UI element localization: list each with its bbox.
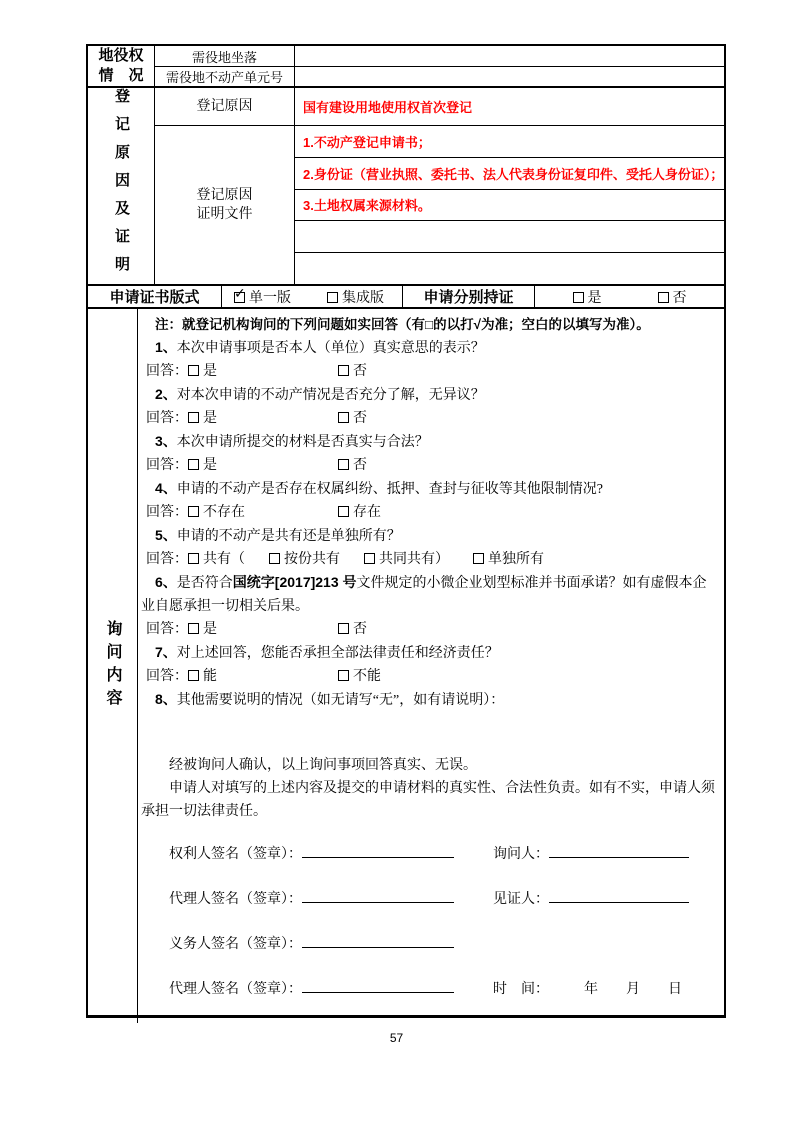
checkbox-icon[interactable] (473, 553, 484, 564)
registration-reason-value[interactable]: 国有建设用地使用权首次登记 (303, 100, 473, 115)
signature-row (141, 843, 716, 863)
answer-option[interactable]: 否 (338, 360, 488, 383)
answer-option[interactable]: 单独所有 (473, 548, 544, 571)
right-holder-signature-line[interactable] (302, 843, 454, 858)
question-3: 3、本次申请所提交的材料是否真实与合法？ (155, 433, 429, 450)
proof-document-item[interactable] (295, 253, 724, 284)
inquirer-label: 询问人： (493, 847, 549, 862)
witness-label: 见证人： (493, 892, 549, 907)
table-row (155, 46, 724, 67)
checkbox-icon[interactable] (188, 670, 199, 681)
option-no[interactable]: 否 (658, 287, 687, 307)
servient-land-unit-number-label: 需役地不动产单元号 (155, 67, 295, 86)
separate-certificate-options (535, 286, 724, 307)
checkbox-icon[interactable] (188, 459, 199, 470)
right-holder-signature-label: 权利人签名（签章）： (169, 847, 302, 862)
registration-section-label-text: 登记原因及证明 (113, 88, 130, 284)
confirmation-statement: 经被询问人确认，以上询问事项回答真实、无误。 (169, 758, 477, 773)
registration-form-table (86, 44, 726, 1018)
answer-3: 回答： 是 否 (141, 454, 716, 477)
checkbox-icon[interactable] (188, 623, 199, 634)
answer-4: 回答： 不存在 存在 (141, 501, 716, 524)
proof-document-item[interactable]: 2.身份证（营业执照、委托书、法人代表身份证复印件、受托人身份证）； (295, 158, 724, 190)
answer-option[interactable]: 存在 (338, 501, 488, 524)
inquiry-section-label: 询问内容 (88, 309, 138, 1023)
proof-document-item[interactable]: 3.土地权属来源材料。 (295, 190, 724, 222)
checkbox-icon[interactable] (188, 506, 199, 517)
answer-option[interactable]: 共有（ (188, 548, 245, 571)
easement-section (88, 46, 724, 88)
certificate-format-options (222, 286, 403, 307)
option-integrated-version[interactable]: 集成版 (327, 287, 384, 307)
question-8: 8、其他需要说明的情况（如无请写“无”，如有请说明）： (155, 691, 505, 708)
certificate-format-row (88, 286, 724, 309)
question-4: 4、申请的不动产是否存在权属纠纷、抵押、查封与征收等其他限制情况? (155, 480, 604, 497)
answer-option[interactable]: 否 (338, 454, 488, 477)
option-single-version[interactable]: ✓ 单一版 (234, 287, 291, 307)
inquirer-signature-line[interactable] (549, 843, 689, 858)
registration-section-label (88, 88, 155, 284)
checkbox-icon[interactable] (338, 670, 349, 681)
inquiry-content (138, 309, 724, 1023)
question-7: 7、对上述回答，您能否承担全部法律责任和经济责任？ (155, 644, 499, 661)
checkbox-icon[interactable] (338, 506, 349, 517)
proof-documents-row (155, 126, 724, 284)
checkbox-icon[interactable] (269, 553, 280, 564)
question-2: 2、对本次申请的不动产情况是否充分了解，无异议？ (155, 386, 485, 403)
checkbox-icon[interactable] (364, 553, 375, 564)
agent-signature-line-2[interactable] (302, 978, 454, 993)
answer-option[interactable]: 是 (188, 618, 338, 641)
answer-option[interactable]: 否 (338, 618, 488, 641)
checkbox-icon[interactable] (338, 459, 349, 470)
answer-option[interactable]: 否 (338, 407, 488, 430)
answer-6: 回答： 是 否 (141, 618, 716, 641)
question-5: 5、申请的不动产是共有还是单独所有？ (155, 527, 401, 544)
checkbox-icon[interactable] (188, 553, 199, 564)
obligor-signature-line[interactable] (302, 933, 454, 948)
easement-section-label (88, 46, 155, 86)
answer-2: 回答： 是 否 (141, 407, 716, 430)
answer-option[interactable]: 能 (188, 665, 338, 688)
page-number: 57 (389, 1031, 404, 1045)
answer-option[interactable]: 按份共有 (269, 548, 340, 571)
inquiry-section (88, 309, 724, 1023)
inquiry-note: 注：就登记机构询问的下列问题如实回答（有□的以打√为准；空白的以填写为准）。 (155, 317, 650, 332)
date-label: 时 间： 年 月 日 (493, 982, 682, 997)
checkbox-icon[interactable] (338, 623, 349, 634)
obligor-signature-label: 义务人签名（签章）： (169, 937, 302, 952)
table-row (155, 67, 724, 86)
servient-land-location-value[interactable] (295, 46, 724, 66)
checkbox-icon[interactable] (338, 412, 349, 423)
agent-signature-label-2: 代理人签名（签章）： (169, 982, 302, 997)
signature-row (141, 933, 716, 953)
checkbox-icon[interactable] (327, 292, 338, 303)
certificate-format-label: 申请证书版式 (88, 286, 222, 307)
checkbox-icon[interactable] (658, 292, 669, 303)
easement-label-line2: 情 况 (98, 67, 144, 84)
answer-option[interactable]: 不存在 (188, 501, 338, 524)
blank-space (141, 712, 716, 754)
separate-certificate-label: 申请分别持证 (403, 286, 535, 307)
blank-space (141, 823, 716, 843)
proof-documents-label: 登记原因 证明文件 (155, 126, 295, 284)
proof-document-item[interactable]: 1.不动产登记申请书； (295, 126, 724, 158)
question-1: 1、本次申请事项是否本人（单位）真实意思的表示？ (155, 339, 485, 356)
option-yes[interactable]: 是 (573, 287, 602, 307)
answer-5: 回答： 共有（ 按份共有 共同共有） 单独所有 (141, 548, 716, 571)
answer-7: 回答： 能 不能 (141, 665, 716, 688)
answer-option[interactable]: 是 (188, 454, 338, 477)
signature-row (141, 978, 716, 998)
proof-document-item[interactable] (295, 221, 724, 253)
question-6: 6、是否符合国统字[2017]213 号文件规定的小微企业划型标准并书面承诺？如有虚假本企业自愿承担一切相关后果。 (141, 574, 707, 614)
agent-signature-label: 代理人签名（签章）： (169, 892, 302, 907)
answer-option[interactable]: 共同共有） (364, 548, 449, 571)
signature-row (141, 888, 716, 908)
registration-reason-section (88, 88, 724, 286)
easement-label-line1: 地役权 (98, 47, 144, 64)
registration-reason-label: 登记原因 (155, 88, 295, 125)
agent-signature-line[interactable] (302, 888, 454, 903)
table-row (155, 88, 724, 126)
checkbox-icon[interactable] (188, 412, 199, 423)
answer-option[interactable]: 不能 (338, 665, 488, 688)
answer-1: 回答： 是 否 (141, 360, 716, 383)
checkbox-icon[interactable] (338, 365, 349, 376)
checkbox-icon[interactable] (188, 365, 199, 376)
servient-land-location-label: 需役地坐落 (155, 46, 295, 66)
answer-option[interactable]: 是 (188, 407, 338, 430)
checkbox-checked-icon[interactable] (234, 292, 245, 303)
answer-option[interactable]: 是 (188, 360, 338, 383)
liability-statement: 申请人对填写的上述内容及提交的申请材料的真实性、合法性负责。如有不实，申请人须承担一切法律责任。 (141, 781, 715, 819)
checkbox-icon[interactable] (573, 292, 584, 303)
servient-land-unit-number-value[interactable] (295, 67, 724, 86)
witness-signature-line[interactable] (549, 888, 689, 903)
